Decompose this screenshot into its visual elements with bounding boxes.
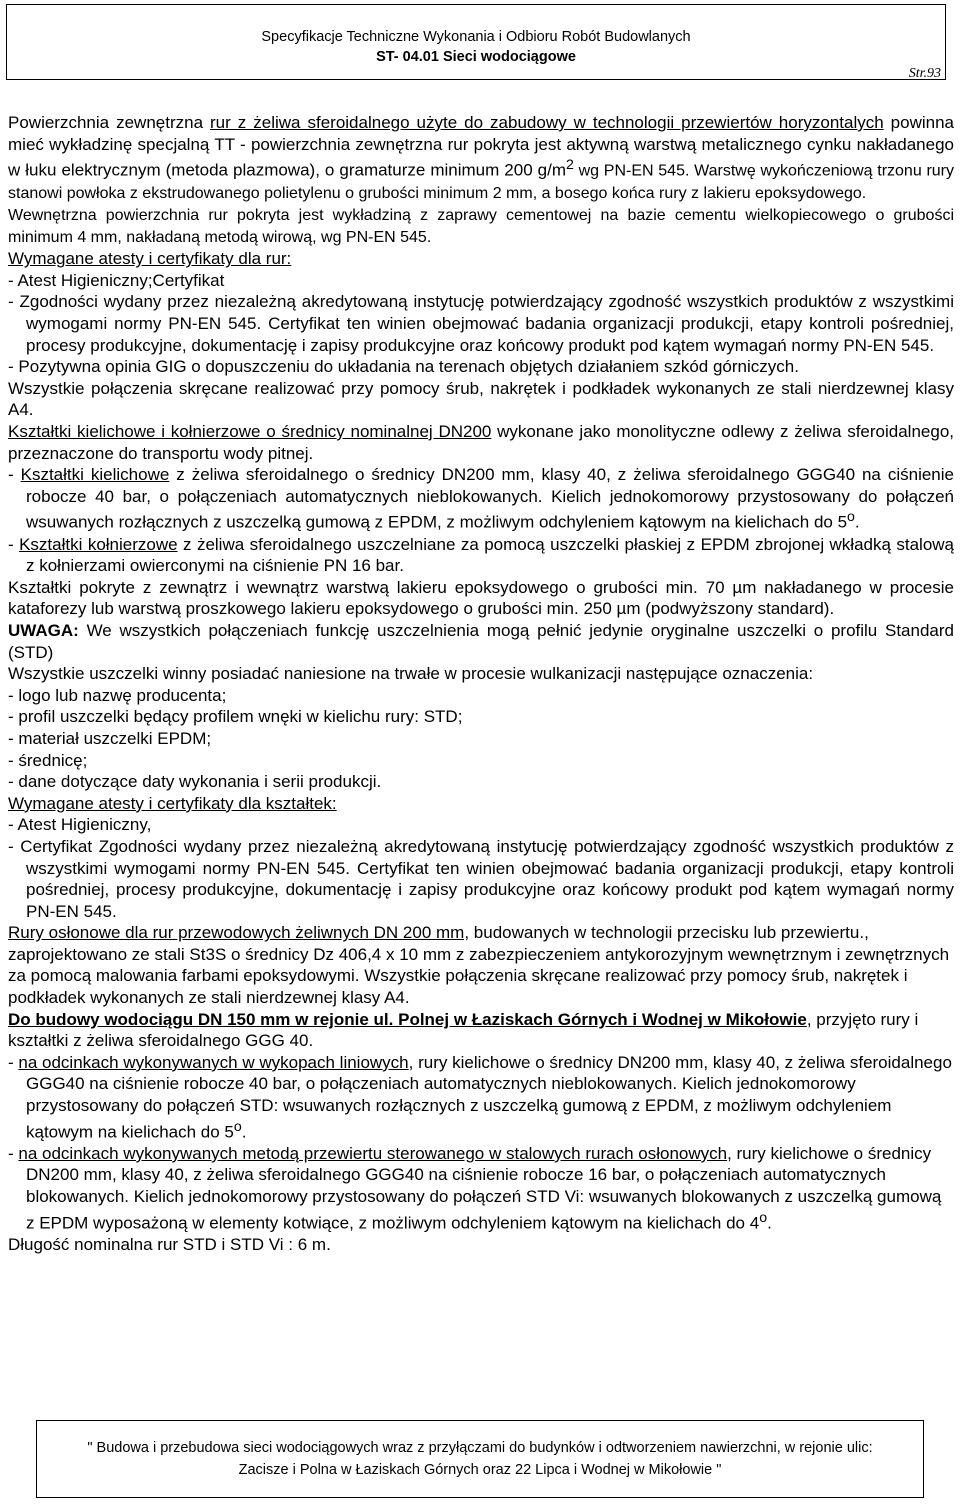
underlined-text: na odcinkach wykonywanych metodą przewiertu sterowanego w stalowych rurach osłonowych — [18, 1143, 728, 1163]
paragraph-outer-surface — [8, 112, 954, 205]
text: - — [8, 1143, 19, 1163]
text: , przyjęto rury i kształtki z żeliwa sferoidalnego GGG 40. — [8, 1009, 919, 1051]
heading-pipe-certificates: Wymagane atesty i certyfikaty dla rur: — [8, 249, 292, 269]
text: z żeliwa sferoidalnego uszczelniane za pomocą uszczelki płaskiej z EPDM zbrojonej wkładką stalową z kołnierzami owierconymi na ciśnienie PN 16 bar. — [26, 534, 955, 576]
text: - — [8, 534, 20, 554]
paragraph-water-main — [8, 1009, 954, 1052]
text: - — [8, 1052, 19, 1072]
document-body — [8, 112, 954, 1256]
heading-fitting-certificates: Wymagane atesty i certyfikaty dla kształtek: — [8, 793, 337, 813]
text: budowanych w technologii przecisku lub przewiertu., zaprojektowano ze stali St3S o średnicy Dz 406,4 x 10 mm z zabezpieczeniem antykorozyjnym wewnętrznym i zewnętrznych za pomocą malowania farbami epoksydowymi. Wszystkie połączenia skręcane realizować przy pomocy śrub, nakrętek i podkładek wykonanych ze stali nierdzewnej klasy A4. — [8, 923, 950, 1008]
page-number: Str.93 — [908, 66, 941, 81]
footer-project-line-1: " Budowa i przebudowa sieci wodociągowych wraz z przyłączami do budynków i odtworzeniem nawierzchni, w rejonie ulic: — [87, 1440, 873, 1456]
spec-title: Specyfikacje Techniczne Wykonania i Odbioru Robót Budowlanych — [261, 29, 691, 45]
underlined-text: na odcinkach wykonywanych w wykopach liniowych — [18, 1052, 409, 1072]
underlined-text: rur z żeliwa sferoidalnego użyte do zabudowy w technologii przewiertów horyzontalych — [210, 113, 884, 132]
paragraph-inner-surface: Wewnętrzna powierzchnia rur pokryta jest wykładziną z zaprawy cementowej na bazie cementu wielkopiecowego o grubości minimum 4 mm, nakładaną metodą wirową, wg PN-EN 545. — [8, 207, 954, 246]
text: . — [241, 1122, 247, 1142]
paragraph-note — [8, 620, 954, 663]
list-item — [8, 1143, 954, 1234]
text: , rury kielichowe o średnicy DN200 mm, klasy 40, z żeliwa sferoidalnego GGG40 na ciśnienie robocze 16 bar, o połączeniach automatycznych blokowanych. Kielich jednokomorowy przystosowany do połączeń STD Vi: wsuwanych blokowanych z uszczelką gumową z EPDM wyposażoną w elementy kotwiące, z możliwym odchyleniem kątowym na kielichach do 4 — [26, 1143, 942, 1233]
list-item — [8, 464, 954, 533]
text: We wszystkich połączeniach funkcję uszczelnienia mogą pełnić jedynie oryginalne uszczelki o profilu Standard (STD) — [8, 620, 954, 662]
list-item: - Pozytywna opinia GIG o dopuszczeniu do układania na terenach objętych działaniem szkód górniczych. — [8, 357, 799, 377]
text: z żeliwa sferoidalnego o średnicy DN200 mm, klasy 40, z żeliwa sferoidalnego GGG40 na ciśnienie robocze 40 bar, o połączeniach automatycznych nieblokowanych. Kielich jednokomorowy przystosowany do połączeń wsuwanych rozłącznych z uszczelką gumową z EPDM, z możliwym odchyleniem kątowym na kielichach do 5 — [26, 465, 954, 532]
spec-code: ST- 04.01 Sieci wodociągowe — [376, 49, 576, 65]
paragraph-gaskets: Wszystkie uszczelki winny posiadać naniesione na trwałe w procesie wulkanizacji następujące oznaczenia: — [8, 664, 814, 684]
paragraph-coating: Kształtki pokryte z zewnątrz i wewnątrz warstwą lakieru epoksydowego o grubości min. 70 µm nakładanego w procesie kataforezy lub warstwą proszkowego lakieru epoksydowego o grubości min. 250 µm (podwyższony standard). — [8, 577, 954, 619]
underlined-text: Rury osłonowe dla rur przewodowych żeliwnych DN 200 mm, — [8, 923, 470, 943]
list-item: - logo lub nazwę producenta; — [8, 685, 227, 705]
list-item: - średnicę; — [8, 750, 88, 770]
list-item: - profil uszczelki będący profilem wnęki w kielichu rury: STD; — [8, 707, 463, 727]
paragraph-casing-pipes — [8, 922, 954, 1008]
text: wg PN-EN 545. Warstwę wykończeniową trzonu rury stanowi powłoka z ekstrudowanego polietylenu o grubości minimum 2 mm, a bosego końca rury z lakieru epoksydowego. — [8, 162, 954, 203]
superscript: o — [759, 1209, 768, 1226]
underlined-text: Kształtki kołnierzowe — [19, 534, 178, 554]
text: powinna mieć wykładzinę specjalną TT - powierzchnia zewnętrzna rur pokryta jest aktywną warstwą metalicznego cynku nakładanego w łuku elektrycznym (metoda plazmowa), o gramaturze minimum 200 g/m — [8, 113, 954, 180]
superscript: 2 — [566, 157, 574, 174]
text: . — [767, 1213, 772, 1233]
page-header — [6, 4, 946, 80]
paragraph-nominal-length: Długość nominalna rur STD i STD Vi : 6 m. — [8, 1234, 331, 1254]
list-item — [8, 534, 954, 577]
text: , rury kielichowe o średnicy DN200 mm, klasy 40, z żeliwa sferoidalnego GGG40 na ciśnienie robocze 40 bar, o połączeniach automatycznych nieblokowanych. Kielich jednokomorowy przystosowany do połączeń STD: wsuwanych rozłącznych z uszczelką gumową z EPDM, z możliwym odchyleniem kątowym na kielichach do 5 — [26, 1052, 952, 1142]
text: wykonane jako monolityczne odlewy z żeliwa sferoidalnego, przeznaczone do transportu wody pitnej. — [8, 421, 954, 463]
list-item: - Atest Higieniczny;Certyfikat — [8, 270, 225, 290]
list-item: - dane dotyczące daty wykonania i serii produkcji. — [8, 772, 382, 792]
text: . — [854, 513, 860, 532]
superscript: o — [847, 509, 855, 526]
underlined-text: Kształtki kielichowe i kołnierzowe o średnicy nominalnej DN200 — [8, 421, 492, 441]
text: Powierzchnia zewnętrzna — [8, 113, 211, 132]
superscript: o — [233, 1118, 242, 1135]
footer-project-line-2: Zacisze i Polna w Łaziskach Górnych oraz 22 Lipca i Wodnej w Mikołowie " — [238, 1462, 722, 1478]
list-item: - Zgodności wydany przez niezależną akredytowaną instytucję potwierdzający zgodność wszystkich produktów z wszystkimi wymogami normy PN-EN 545. Certyfikat ten winien obejmować badania organizacji produkcji, etapy kontroli pośredniej, procesy produkcyjne, dokumentację i zapisy produkcyjne oraz końcowy produkt pod kątem wymagań normy PN-EN 545. — [8, 292, 954, 355]
list-item: - materiał uszczelki EPDM; — [8, 728, 212, 748]
page-footer — [36, 1420, 924, 1498]
text: - — [8, 465, 21, 485]
list-item: - Atest Higieniczny, — [8, 815, 152, 835]
paragraph-fittings — [8, 421, 954, 464]
bold-underlined-text: Do budowy wodociągu DN 150 mm w rejonie ul. Polnej w Łaziskach Górnych i Wodnej w Mikołowie — [8, 1009, 807, 1029]
underlined-text: Kształtki kielichowe — [20, 465, 170, 485]
list-item — [8, 1052, 954, 1143]
list-item: - Certyfikat Zgodności wydany przez niezależną akredytowaną instytucję potwierdzający zgodność wszystkich produktów z wszystkimi wymogami normy PN-EN 545. Certyfikat ten winien obejmować badania organizacji produkcji, etapy kontroli pośredniej, procesy produkcyjne, dokumentację i zapisy produkcyjne oraz końcowy produkt pod kątem wymagań normy PN-EN 545. — [8, 836, 954, 921]
note-label: UWAGA: — [8, 620, 79, 640]
paragraph-connections: Wszystkie połączenia skręcane realizować przy pomocy śrub, nakrętek i podkładek wykonanych ze stali nierdzewnej klasy A4. — [8, 378, 954, 420]
